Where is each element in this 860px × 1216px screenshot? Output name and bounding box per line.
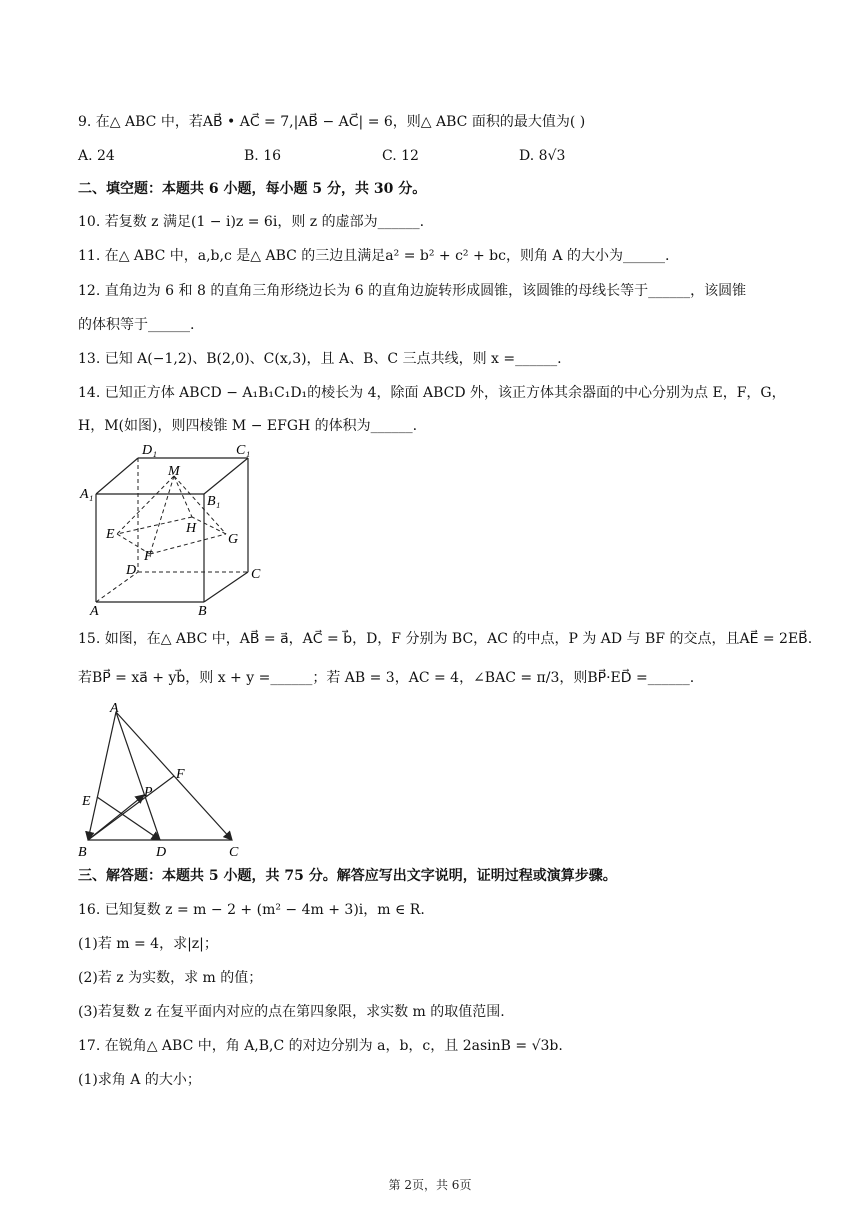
q16-stem: 16. 已知复数 z = m − 2 + (m² − 4m + 3)i，m ∈ R. [78, 902, 425, 918]
cube-label-e: E [106, 527, 115, 542]
q12-line1: 12. 直角边为 6 和 8 的直角三角形绕边长为 6 的直角边旋转形成圆锥，该圆锥的母线长等于______，该圆锥 [78, 283, 747, 299]
cube-label-c: C [251, 567, 261, 582]
cube-label-h: H [186, 521, 197, 536]
page-footer: 第 2页，共 6页 [388, 1178, 472, 1192]
cube-label-a1: A₁ [80, 487, 94, 502]
q16-part1: (1)若 m = 4，求|z|； [78, 936, 218, 952]
section-fill-in-heading: 二、填空题：本题共 6 小题，每小题 5 分，共 30 分。 [78, 181, 427, 197]
section-solution-heading: 三、解答题：本题共 5 小题，共 75 分。解答应写出文字说明，证明过程或演算步骤。 [78, 868, 617, 884]
tri-label-a: A [110, 701, 119, 716]
q9-option-d: D. 8√3 [519, 148, 566, 164]
tri-label-d: D [156, 845, 167, 860]
cube-label-m: M [168, 464, 180, 479]
cube-label-d1: D₁ [142, 443, 157, 458]
tri-label-p: P [144, 785, 153, 800]
q13: 13. 已知 A(−1,2)、B(2,0)、C(x,3)，且 A、B、C 三点共线，则 x =______. [78, 351, 562, 367]
q14-line1: 14. 已知正方体 ABCD − A₁B₁C₁D₁的棱长为 4，除面 ABCD 外，该正方体其余器面的中心分别为点 E，F，G， [78, 385, 786, 401]
q16-part2: (2)若 z 为实数，求 m 的值； [78, 970, 263, 986]
cube-label-d: D [126, 563, 137, 578]
cube-label-f: F [144, 549, 153, 564]
q9-option-c: C. 12 [382, 148, 419, 164]
q17-part1: (1)求角 A 的大小； [78, 1072, 201, 1088]
triangle-figure [74, 700, 264, 860]
q15-line2: 若BP⃗ = xa⃗ + yb⃗，则 x + y =______；若 AB = 3，AC = 4，∠BAC = π/3，则BP⃗·ED⃗ =______. [78, 670, 695, 686]
cube-label-c1: C₁ [236, 443, 251, 458]
q10: 10. 若复数 z 满足(1 − i)z = 6i，则 z 的虚部为______. [78, 214, 425, 230]
q15-line1: 15. 如图，在△ ABC 中，AB⃗ = a⃗，AC⃗ = b⃗，D，F 分别为 BC，AC 的中点，P 为 AD 与 BF 的交点，且AE⃗ = 2EB⃗. [78, 631, 813, 647]
q9-option-a: A. 24 [78, 148, 115, 164]
q14-line2: H，M(如图)，则四棱锥 M − EFGH 的体积为______. [78, 418, 418, 434]
q12-line2: 的体积等于______. [78, 317, 195, 333]
cube-label-b1: B₁ [207, 494, 221, 509]
q9-option-b: B. 16 [244, 148, 282, 164]
q17-stem: 17. 在锐角△ ABC 中，角 A,B,C 的对边分别为 a，b，c，且 2asinB = √3b. [78, 1038, 563, 1054]
cube-label-g: G [228, 532, 239, 547]
cube-figure [78, 440, 278, 620]
tri-label-c: C [229, 845, 239, 860]
tri-label-f: F [176, 767, 185, 782]
q16-part3: (3)若复数 z 在复平面内对应的点在第四象限，求实数 m 的取值范围. [78, 1004, 505, 1020]
cube-label-a: A [90, 604, 99, 619]
tri-label-e: E [82, 794, 91, 809]
tri-label-b: B [78, 845, 87, 860]
q11: 11. 在△ ABC 中，a,b,c 是△ ABC 的三边且满足a² = b² + c² + bc，则角 A 的大小为______. [78, 248, 670, 264]
q9-stem: 9. 在△ ABC 中，若AB⃗ • AC⃗ = 7,|AB⃗ − AC⃗| = 6，则△ ABC 面积的最大值为( ) [78, 114, 586, 130]
cube-label-b: B [198, 604, 207, 619]
